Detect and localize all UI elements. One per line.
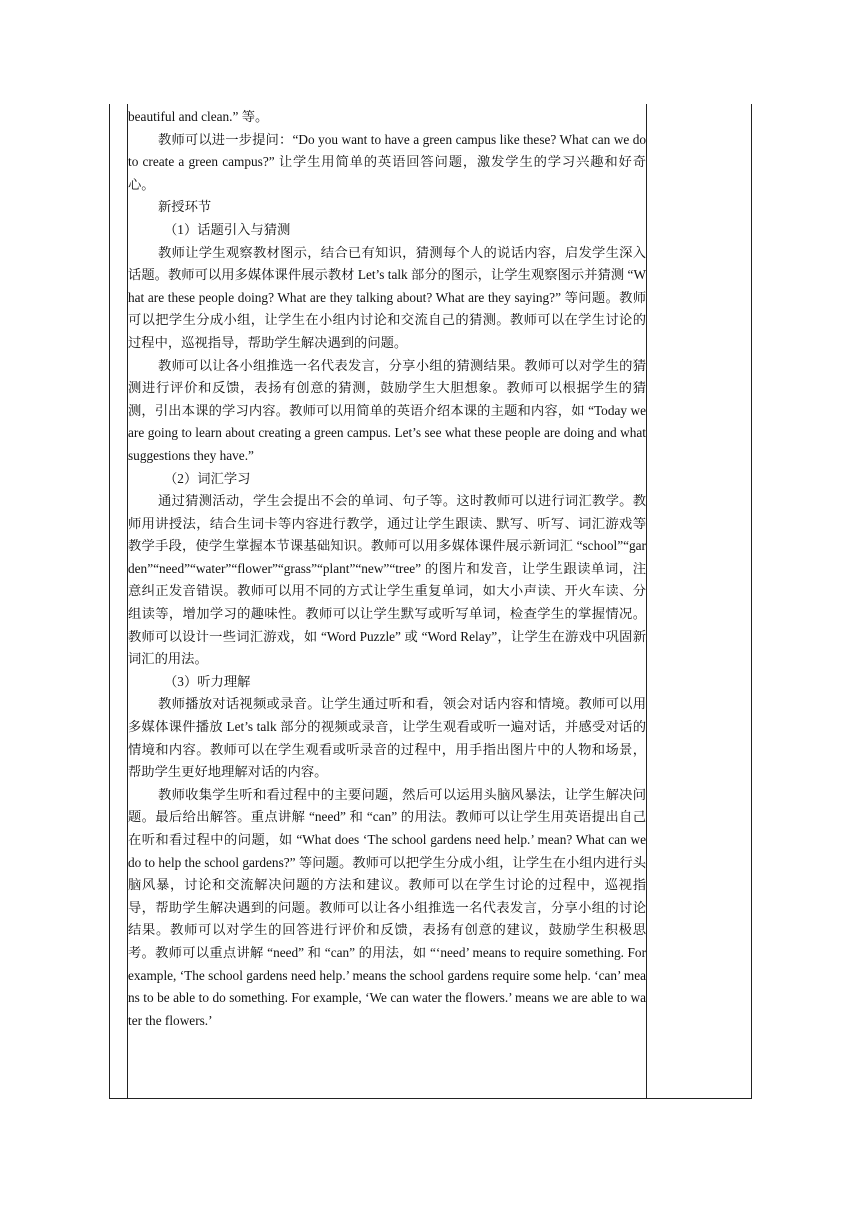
subsection-heading: （1）话题引入与猜测 (164, 221, 291, 237)
table-border-bottom (109, 1098, 752, 1099)
lesson-content-cell (128, 106, 646, 1032)
table-border-left (109, 104, 110, 1099)
paragraph: 教师可以进一步提问：“Do you want to have a green campus like these? What can we do to create a green campus?” 让学生用简单的英语回答问题，激发学生的学习兴趣和好奇心。 (128, 131, 646, 192)
paragraph: 通过猜测活动，学生会提出不会的单词、句子等。这时教师可以进行词汇教学。教师用讲授法，结合生词卡等内容进行教学，通过让学生跟读、默写、听写、词汇游戏等教学手段，使学生掌握本节课基础知识。教师可以用多媒体课件展示新词汇 “school”“garden”“need”“water”“flower”“grass”“plant”“new”“tree” 的图片和发音，让学生跟读单词，注意纠正发音错误。教师可以用不同的方式让学生重复单词，如大小声读、开火车读、分组读等，增加学习的趣味性。教师可以让学生默写或听写单词，检查学生的掌握情况。教师可以设计一些词汇游戏，如 “Word Puzzle” 或 “Word Relay”，让学生在游戏中巩固新词汇的用法。 (128, 493, 646, 667)
section-heading: 新授环节 (158, 199, 212, 215)
paragraph: 教师播放对话视频或录音。让学生通过听和看，领会对话内容和情境。教师可以用多媒体课件播放 Let’s talk 部分的视频或录音，让学生观看或听一遍对话，并感受对话的情境和内容。教师可以在学生观看或听录音的过程中，用手指出图片中的人物和场景，帮助学生更好地理解对话的内容。 (128, 696, 646, 780)
paragraph: beautiful and clean.” 等。 (128, 109, 269, 124)
paragraph: 教师收集学生听和看过程中的主要问题，然后可以运用头脑风暴法，让学生解决问题。最后给出解答。重点讲解 “need” 和 “can” 的用法。教师可以让学生用英语提出自己在听和看过程中的问题，如 “What does ‘The school gardens need help.’ mean? What can we do to help the school gardens?” 等问题。教师可以把学生分成小组，让学生在小组内进行头脑风暴，讨论和交流解决问题的方法和建议。教师可以在学生讨论的过程中，巡视指导，帮助学生解决遇到的问题。教师可以让各小组推选一名代表发言，分享小组的讨论结果。教师可以对学生的回答进行评价和反馈，表扬有创意的建议，鼓励学生积极思考。教师可以重点讲解 “need” 和 “can” 的用法，如 “‘need’ means to require something. For example, ‘The school gardens need help.’ means the school gardens require some help. ‘can’ means to be able to do something. For example, ‘We can water the flowers.’ means we are able to water the flowers.’ (128, 786, 646, 1028)
table-border-right (751, 104, 752, 1099)
subsection-heading: （3）听力理解 (164, 673, 251, 689)
subsection-heading: （2）词汇学习 (164, 470, 251, 486)
paragraph: 教师让学生观察教材图示，结合已有知识，猜测每个人的说话内容，启发学生深入话题。教师可以用多媒体课件展示教材 Let’s talk 部分的图示，让学生观察图示并猜测 “What are these people doing? What are they talking about? What are they saying?” 等问题。教师可以把学生分成小组，让学生在小组内讨论和交流自己的猜测。教师可以在学生讨论的过程中，巡视指导，帮助学生解决遇到的问题。 (128, 244, 646, 350)
paragraph: 教师可以让各小组推选一名代表发言，分享小组的猜测结果。教师可以对学生的猜测进行评价和反馈，表扬有创意的猜测，鼓励学生大胆想象。教师可以根据学生的猜测，引出本课的学习内容。教师可以用简单的英语介绍本课的主题和内容，如 “Today we are going to learn about creating a green campus. Let’s see what these people are doing and what suggestions they have.” (128, 357, 646, 463)
column-divider-2 (646, 104, 647, 1099)
